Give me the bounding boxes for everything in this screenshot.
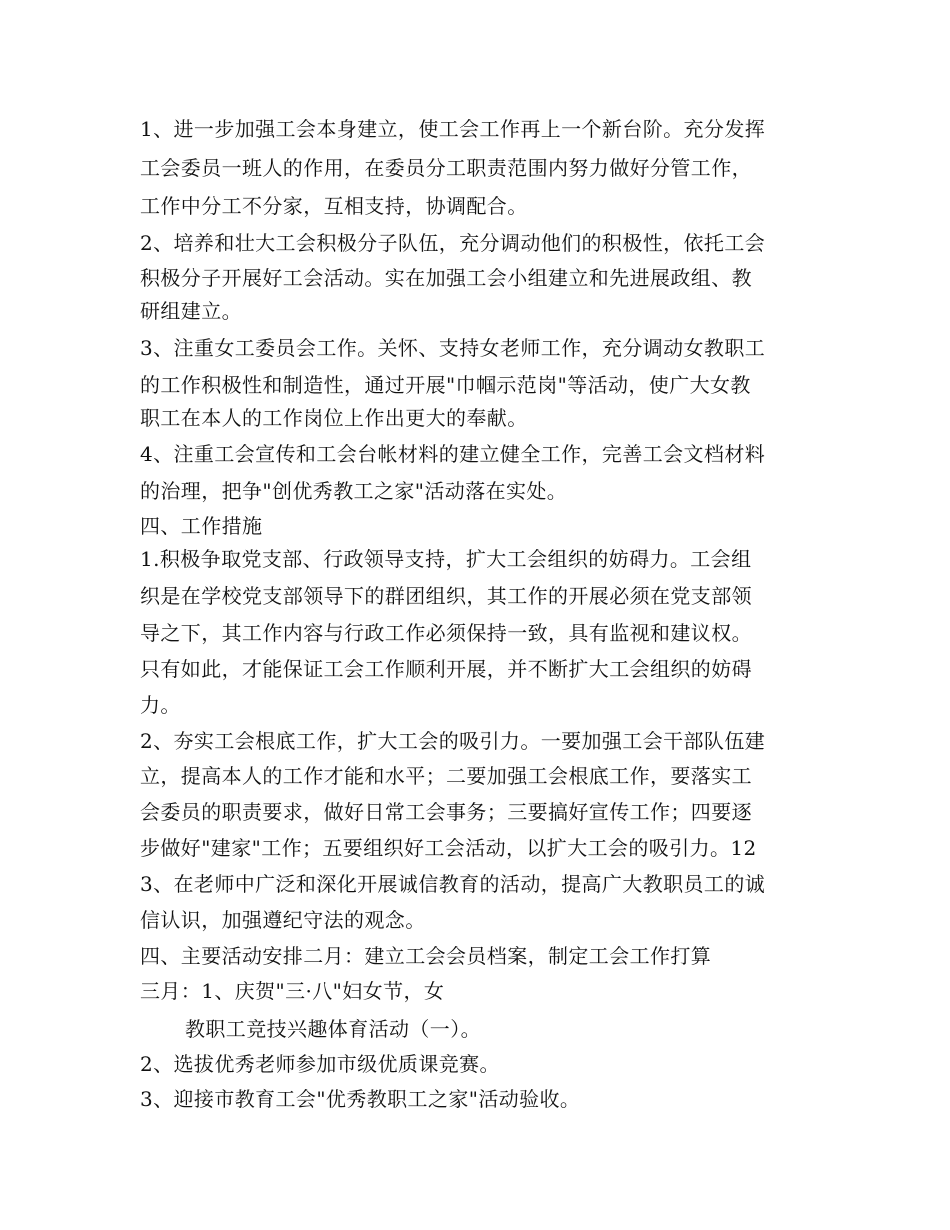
text-line: 4、注重工会宣传和工会台帐材料的建立健全工作，完善工会文档材料 [140,442,766,466]
text-line: 研组建立。 [140,299,242,323]
text-line: 会委员的职责要求，做好日常工会事务；三要搞好宣传工作；四要逐 [140,800,752,824]
text-line: 的工作积极性和制造性，通过开展"巾帼示范岗"等活动，使广大女教 [140,373,751,397]
text-line: 1.积极争取党支部、行政领导支持，扩大工会组织的妨碍力。工会组 [140,547,752,571]
text-line: 只有如此，才能保证工会工作顺利开展，并不断扩大工会组织的妨碍 [140,657,752,681]
text-line: 1、进一步加强工会本身建立，使工会工作再上一个新台阶。充分发挥 [140,117,766,141]
section-heading: 四、工作措施 [140,514,263,538]
text-line: 导之下，其工作内容与行政工作必须保持一致，具有监视和建议权。 [140,621,752,645]
text-line: 3、迎接市教育工会"优秀教职工之家"活动验收。 [140,1087,581,1111]
text-line: 工作中分工不分家，互相支持，协调配合。 [140,194,528,218]
text-line: 教职工竞技兴趣体育活动（一）。 [185,1017,481,1041]
text-line: 积极分子开展好工会活动。实在加强工会小组建立和先进展政组、教 [140,266,752,290]
text-line: 3、注重女工委员会工作。关怀、支持女老师工作，充分调动女教职工 [140,336,766,360]
text-line: 步做好"建家"工作；五要组织好工会活动，以扩大工会的吸引力。12 [140,836,757,860]
section-heading: 四、主要活动安排二月：建立工会会员档案，制定工会工作打算 [140,944,712,968]
text-line: 立，提高本人的工作才能和水平；二要加强工会根底工作，要落实工 [140,764,752,788]
text-line: 的治理，把争"创优秀教工之家"活动落在实处。 [140,479,568,503]
text-line: 织是在学校党支部领导下的群团组织，其工作的开展必须在党支部领 [140,584,752,608]
text-line: 工会委员一班人的作用，在委员分工职责范围内努力做好分管工作， [140,156,752,180]
text-line: 2、选拔优秀老师参加市级优质课竞赛。 [140,1052,500,1076]
text-line: 职工在本人的工作岗位上作出更大的奉献。 [140,406,528,430]
text-line: 信认识，加强遵纪守法的观念。 [140,908,426,932]
text-line: 3、在老师中广泛和深化开展诚信教育的活动，提高广大教职员工的诚 [140,872,766,896]
text-line: 2、夯实工会根底工作，扩大工会的吸引力。一要加强工会干部队伍建 [140,729,766,753]
text-line: 力。 [140,693,181,717]
text-line: 2、培养和壮大工会积极分子队伍，充分调动他们的积极性，依托工会 [140,231,766,255]
text-line: 三月：1、庆贺"三·八"妇女节，女 [140,979,445,1003]
